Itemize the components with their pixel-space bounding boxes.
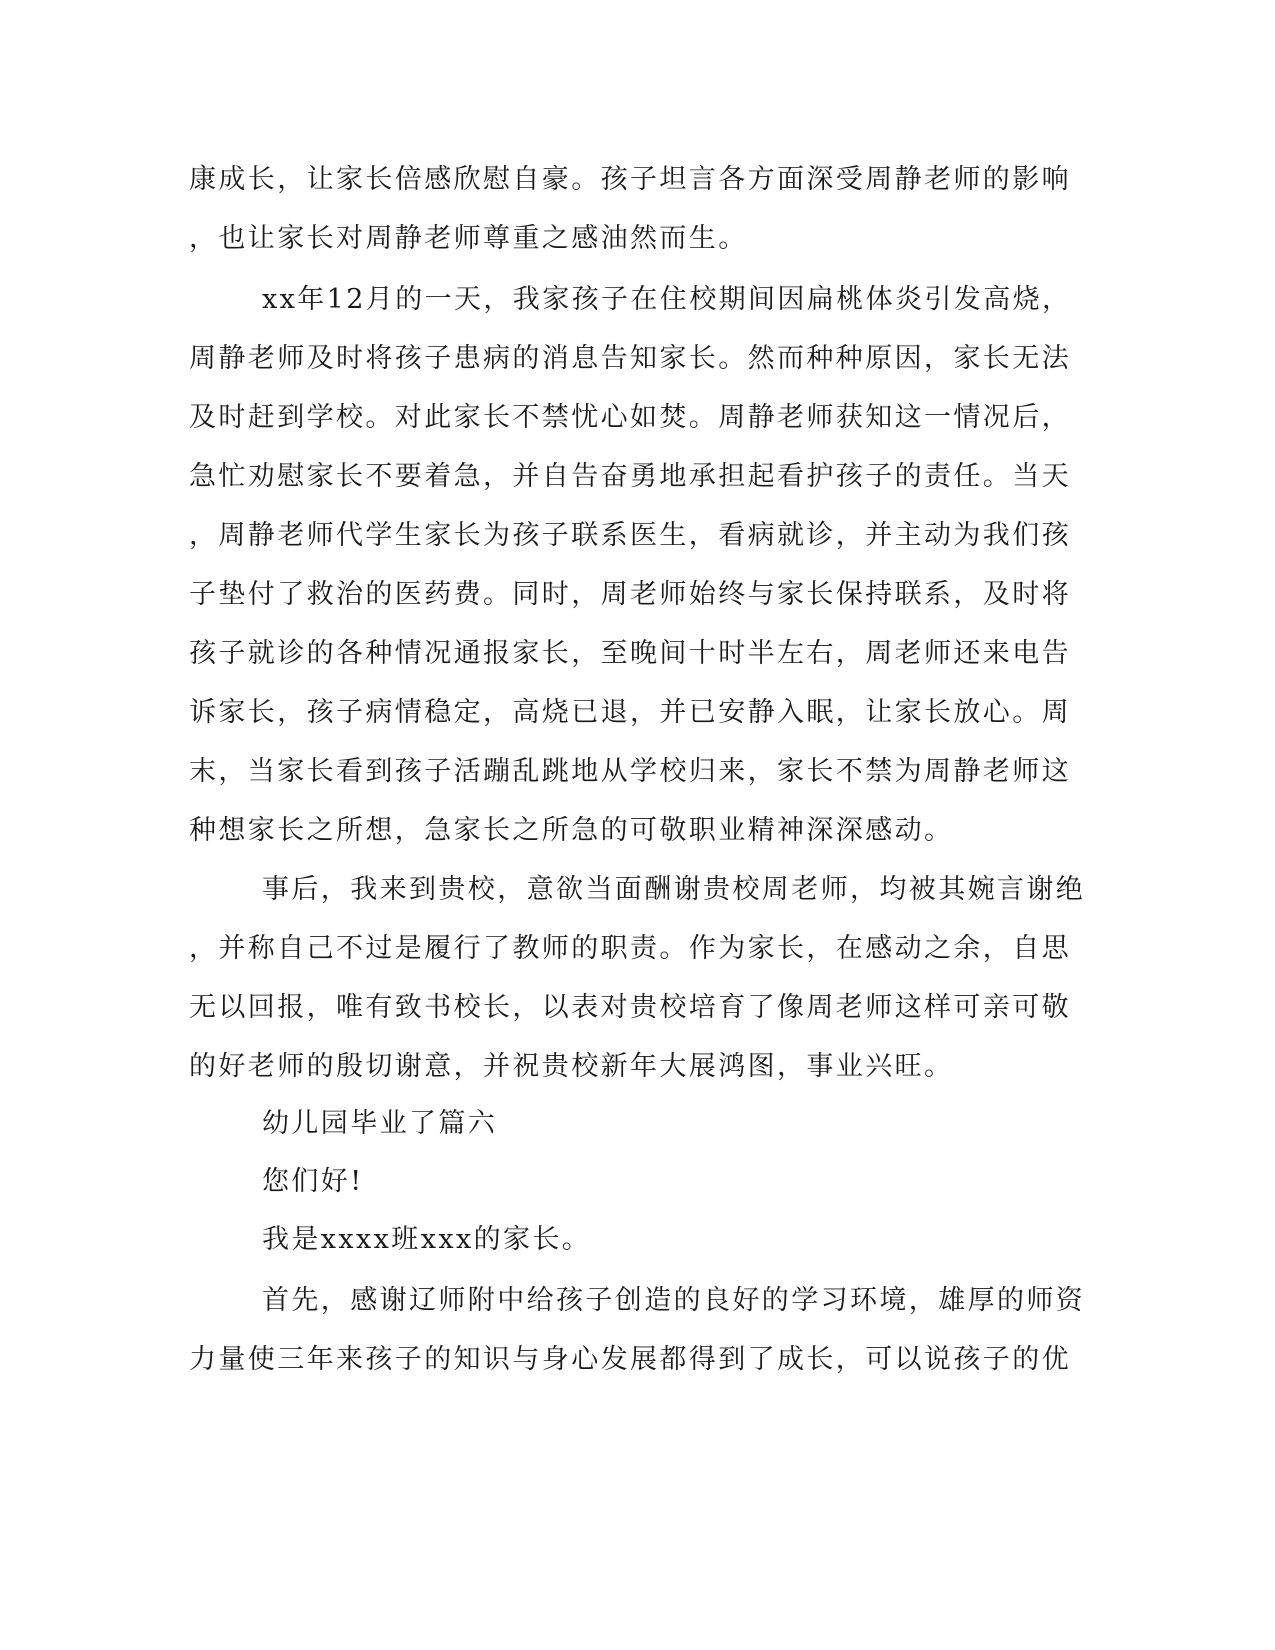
paragraph-start-line: 我是xxxx班xxx的家长。 — [262, 1224, 592, 1255]
text-line: 诉家长，孩子病情稳定，高烧已退，并已安静入眠，让家长放心。周 — [189, 697, 1071, 728]
text-line: ，并称自己不过是履行了教师的职责。作为家长，在感动之余，自思 — [189, 933, 1071, 964]
section-heading: 幼儿园毕业了篇六 — [262, 1108, 498, 1139]
text-line: 末，当家长看到孩子活蹦乱跳地从学校归来，家长不禁为周静老师这 — [189, 756, 1071, 787]
text-line: 力量使三年来孩子的知识与身心发展都得到了成长，可以说孩子的优 — [189, 1344, 1071, 1375]
salutation: 您们好! — [262, 1166, 364, 1197]
text-line: 急忙劝慰家长不要着急，并自告奋勇地承担起看护孩子的责任。当天 — [189, 461, 1071, 492]
paragraph-start-line: xx年12月的一天，我家孩子在住校期间因扁桃体炎引发高烧， — [262, 284, 1072, 315]
text-line: ，周静老师代学生家长为孩子联系医生，看病就诊，并主动为我们孩 — [189, 520, 1071, 551]
text-line: 种想家长之所想，急家长之所急的可敬职业精神深深感动。 — [189, 815, 954, 846]
text-line: 周静老师及时将孩子患病的消息告知家长。然而种种原因，家长无法 — [189, 343, 1071, 374]
text-line: 的好老师的殷切谢意，并祝贵校新年大展鸿图，事业兴旺。 — [189, 1051, 954, 1082]
text-line: ，也让家长对周静老师尊重之感油然而生。 — [189, 223, 748, 254]
paragraph-start-line: 首先，感谢辽师附中给孩子创造的良好的学习环境，雄厚的师资 — [262, 1285, 1086, 1316]
text-line: 无以回报，唯有致书校长，以表对贵校培育了像周老师这样可亲可敬 — [189, 992, 1071, 1023]
text-line: 康成长，让家长倍感欣慰自豪。孩子坦言各方面深受周静老师的影响 — [189, 164, 1071, 195]
text-line: 孩子就诊的各种情况通报家长，至晚间十时半左右，周老师还来电告 — [189, 638, 1071, 669]
text-line: 及时赶到学校。对此家长不禁忧心如焚。周静老师获知这一情况后， — [189, 402, 1071, 433]
paragraph-start-line: 事后，我来到贵校，意欲当面酬谢贵校周老师，均被其婉言谢绝 — [262, 874, 1086, 905]
text-line: 子垫付了救治的医药费。同时，周老师始终与家长保持联系，及时将 — [189, 579, 1071, 610]
